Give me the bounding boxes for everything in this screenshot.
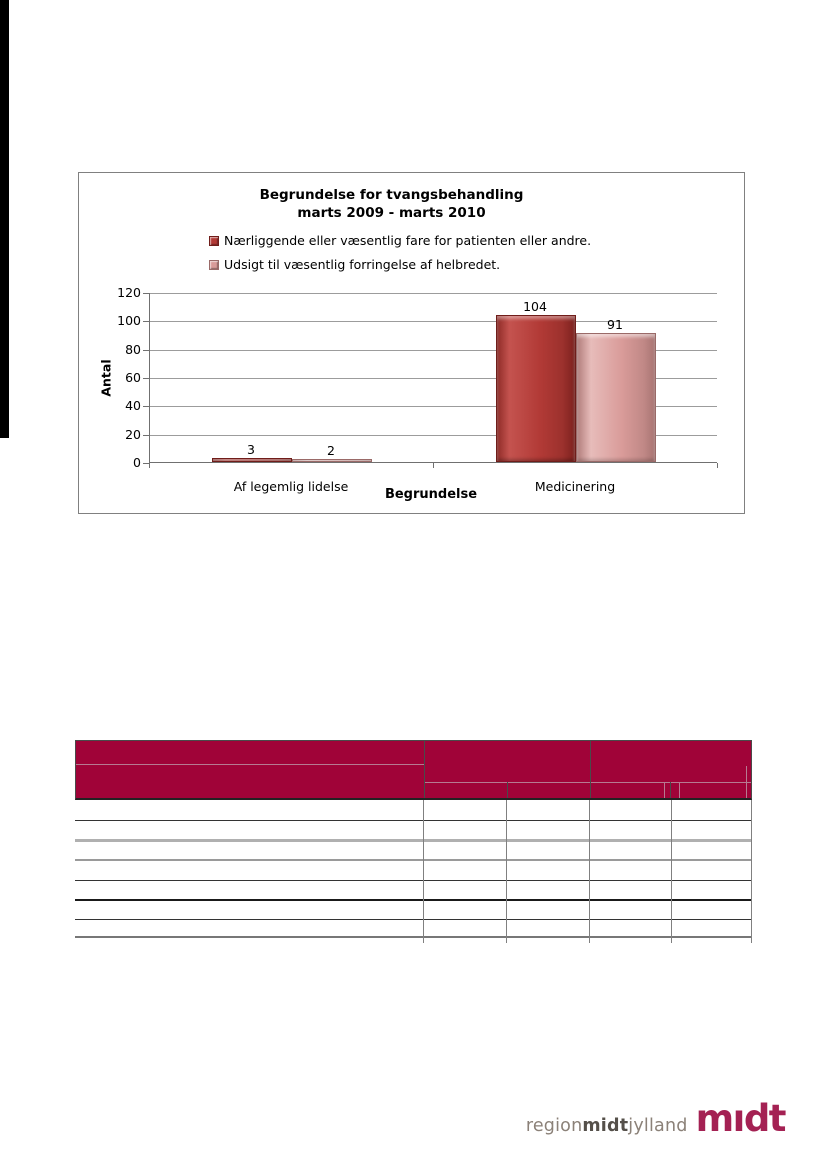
gridline bbox=[150, 321, 717, 322]
table-body bbox=[75, 800, 752, 943]
table-row bbox=[75, 821, 751, 842]
table-row bbox=[75, 842, 751, 861]
bar-value-label: 2 bbox=[327, 443, 335, 459]
y-tick-label: 100 bbox=[117, 313, 141, 329]
x-category-label: Af legemlig lidelse bbox=[233, 479, 349, 494]
x-tick-mark bbox=[717, 463, 718, 468]
table-row bbox=[75, 881, 751, 901]
y-tick-mark bbox=[143, 406, 149, 407]
y-tick-label: 60 bbox=[125, 370, 141, 385]
logo-midt-text: midt bbox=[582, 1116, 629, 1136]
table-header bbox=[75, 740, 752, 800]
table-column-divider bbox=[506, 800, 507, 943]
y-tick-mark bbox=[143, 321, 149, 322]
table-header-divider bbox=[664, 782, 665, 798]
chart-title-line2: marts 2009 - marts 2010 bbox=[297, 205, 486, 221]
scan-edge-bar bbox=[0, 0, 9, 438]
y-tick-label: 80 bbox=[125, 341, 141, 357]
table-row bbox=[75, 901, 751, 920]
x-tick-mark bbox=[149, 463, 150, 468]
table-header-divider bbox=[590, 741, 591, 798]
legend-label: Nærliggende eller væsentlig fare for patienten eller andre. bbox=[224, 233, 592, 248]
plot-area bbox=[149, 293, 717, 463]
bar bbox=[576, 333, 656, 462]
y-tick-mark bbox=[143, 350, 149, 351]
chart-title-line1: Begrundelse for tvangsbehandling bbox=[259, 187, 524, 203]
bar-value-label: 3 bbox=[247, 441, 255, 457]
y-tick-label: 20 bbox=[125, 426, 141, 442]
chart-legend bbox=[209, 233, 591, 281]
table-column-divider bbox=[423, 800, 424, 943]
table-header-divider bbox=[76, 764, 424, 765]
bar bbox=[292, 459, 372, 462]
y-tick-label: 40 bbox=[125, 398, 141, 414]
y-tick-mark bbox=[143, 435, 149, 436]
bar bbox=[496, 315, 576, 462]
y-tick-mark bbox=[143, 378, 149, 379]
bar-value-label: 104 bbox=[523, 298, 547, 314]
chart-title bbox=[79, 186, 704, 222]
x-axis-title: Begrundelse bbox=[384, 487, 478, 502]
table-row bbox=[75, 800, 751, 821]
gridline bbox=[150, 293, 717, 294]
table-header-divider bbox=[507, 782, 508, 798]
bar bbox=[212, 458, 292, 462]
logo-jylland-text: jylland bbox=[628, 1116, 688, 1136]
legend-item bbox=[209, 257, 591, 272]
table-header-divider bbox=[670, 782, 671, 798]
table-header-divider bbox=[424, 741, 425, 798]
legend-label: Udsigt til væsentlig forringelse af helbredet. bbox=[224, 257, 501, 272]
legend-marker-icon bbox=[209, 260, 219, 270]
region-midtjylland-logo bbox=[525, 1097, 785, 1140]
y-tick-mark bbox=[143, 293, 149, 294]
logo-region-text: region bbox=[525, 1116, 583, 1136]
table-header-divider bbox=[746, 766, 747, 798]
bar-value-label: 91 bbox=[607, 317, 623, 333]
table-header-divider bbox=[679, 782, 680, 798]
data-table bbox=[75, 740, 752, 943]
logo-midt-mark: mıdt bbox=[695, 1097, 785, 1140]
table-row bbox=[75, 920, 751, 938]
table-header-divider bbox=[424, 782, 751, 783]
chart-frame bbox=[78, 172, 745, 514]
table-column-divider bbox=[671, 800, 672, 943]
y-axis-title: Antal bbox=[98, 359, 114, 397]
table-row bbox=[75, 861, 751, 881]
x-tick-mark bbox=[433, 463, 434, 468]
logo-wordmark bbox=[526, 1116, 688, 1136]
y-tick-label: 0 bbox=[133, 455, 141, 470]
y-tick-label: 120 bbox=[117, 285, 141, 300]
x-category-label: Medicinering bbox=[534, 479, 616, 494]
legend-item bbox=[209, 233, 591, 248]
table-column-divider bbox=[589, 800, 590, 943]
legend-marker-icon bbox=[209, 236, 219, 246]
